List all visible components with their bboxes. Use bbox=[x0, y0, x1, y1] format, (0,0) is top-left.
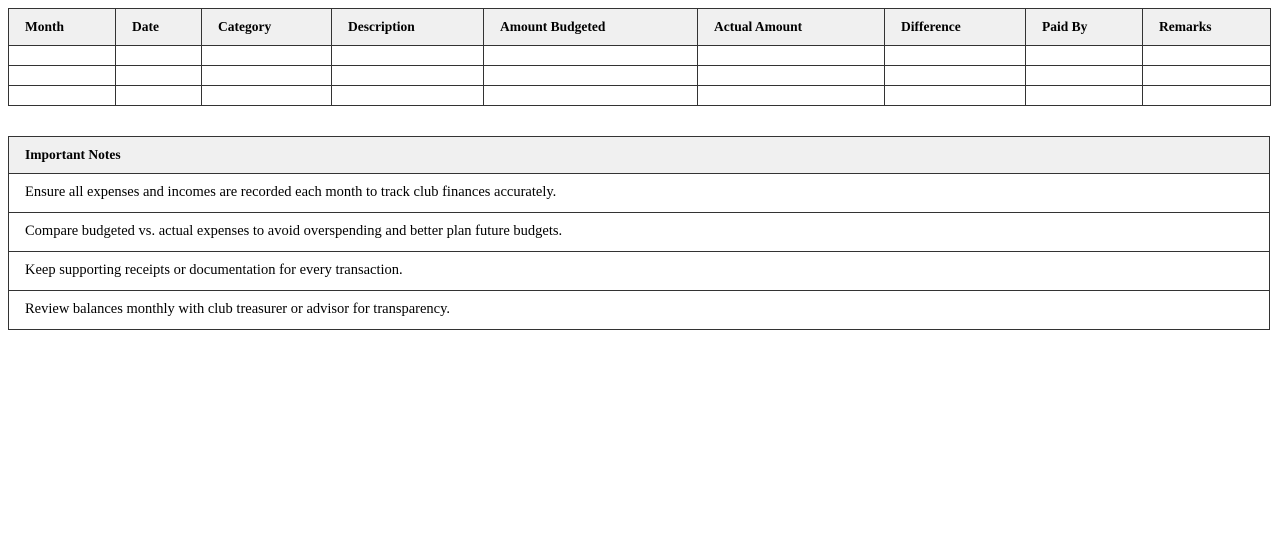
cell-remarks[interactable] bbox=[1143, 86, 1271, 106]
list-item bbox=[9, 213, 1270, 252]
budget-table-header bbox=[9, 9, 1271, 46]
cell-difference[interactable] bbox=[885, 86, 1026, 106]
list-item bbox=[9, 252, 1270, 291]
note-text: Keep supporting receipts or documentation for every transaction. bbox=[9, 252, 1270, 291]
notes-table-header bbox=[9, 137, 1270, 174]
cell-amount-budgeted[interactable] bbox=[484, 46, 698, 66]
important-notes-table bbox=[8, 136, 1270, 330]
cell-difference[interactable] bbox=[885, 46, 1026, 66]
cell-actual-amount[interactable] bbox=[698, 46, 885, 66]
table-row[interactable] bbox=[9, 86, 1271, 106]
notes-header-row bbox=[9, 137, 1270, 174]
cell-category[interactable] bbox=[202, 66, 332, 86]
cell-description[interactable] bbox=[332, 46, 484, 66]
cell-paid-by[interactable] bbox=[1026, 66, 1143, 86]
budget-tracking-table bbox=[8, 8, 1271, 106]
cell-description[interactable] bbox=[332, 66, 484, 86]
cell-paid-by[interactable] bbox=[1026, 46, 1143, 66]
column-header-description: Description bbox=[332, 9, 484, 46]
column-header-amount-budgeted: Amount Budgeted bbox=[484, 9, 698, 46]
note-text: Ensure all expenses and incomes are recorded each month to track club finances accurately. bbox=[9, 174, 1270, 213]
cell-category[interactable] bbox=[202, 86, 332, 106]
list-item bbox=[9, 174, 1270, 213]
column-header-category: Category bbox=[202, 9, 332, 46]
cell-month[interactable] bbox=[9, 86, 116, 106]
column-header-date: Date bbox=[116, 9, 202, 46]
notes-title: Important Notes bbox=[9, 137, 1270, 174]
cell-month[interactable] bbox=[9, 66, 116, 86]
table-row[interactable] bbox=[9, 66, 1271, 86]
cell-date[interactable] bbox=[116, 66, 202, 86]
budget-table-body bbox=[9, 46, 1271, 106]
important-notes-section bbox=[8, 136, 1270, 330]
note-text: Review balances monthly with club treasurer or advisor for transparency. bbox=[9, 291, 1270, 330]
cell-actual-amount[interactable] bbox=[698, 86, 885, 106]
cell-amount-budgeted[interactable] bbox=[484, 66, 698, 86]
column-header-paid-by: Paid By bbox=[1026, 9, 1143, 46]
column-header-month: Month bbox=[9, 9, 116, 46]
cell-amount-budgeted[interactable] bbox=[484, 86, 698, 106]
list-item bbox=[9, 291, 1270, 330]
column-header-remarks: Remarks bbox=[1143, 9, 1271, 46]
cell-description[interactable] bbox=[332, 86, 484, 106]
cell-month[interactable] bbox=[9, 46, 116, 66]
cell-actual-amount[interactable] bbox=[698, 66, 885, 86]
cell-remarks[interactable] bbox=[1143, 66, 1271, 86]
column-header-difference: Difference bbox=[885, 9, 1026, 46]
header-row bbox=[9, 9, 1271, 46]
cell-date[interactable] bbox=[116, 86, 202, 106]
table-row[interactable] bbox=[9, 46, 1271, 66]
cell-difference[interactable] bbox=[885, 66, 1026, 86]
cell-date[interactable] bbox=[116, 46, 202, 66]
cell-paid-by[interactable] bbox=[1026, 86, 1143, 106]
cell-remarks[interactable] bbox=[1143, 46, 1271, 66]
note-text: Compare budgeted vs. actual expenses to avoid overspending and better plan future budgets. bbox=[9, 213, 1270, 252]
cell-category[interactable] bbox=[202, 46, 332, 66]
column-header-actual-amount: Actual Amount bbox=[698, 9, 885, 46]
notes-table-body bbox=[9, 174, 1270, 330]
